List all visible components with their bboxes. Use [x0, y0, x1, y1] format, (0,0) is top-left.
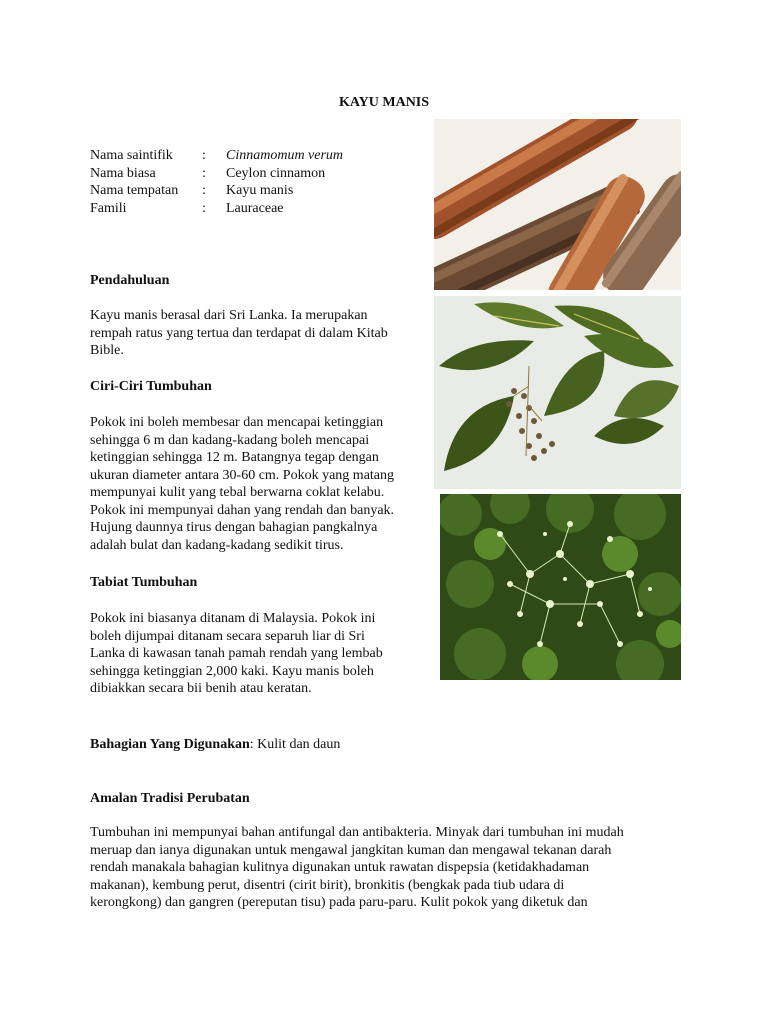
bahagian-line: [90, 736, 340, 754]
text-line: Pokok ini biasanya ditanam di Malaysia. Pokok ini: [90, 611, 376, 626]
info-separator: :: [202, 148, 206, 163]
heading-amalan: Amalan Tradisi Perubatan: [90, 791, 250, 806]
text-line: Kayu manis berasal dari Sri Lanka. Ia merupakan: [90, 308, 368, 323]
text-line: Bible.: [90, 343, 124, 358]
heading-ciri-ciri: Ciri-Ciri Tumbuhan: [90, 379, 212, 394]
text-line: rendah manakala bahagian kulitnya digunakan untuk rawatan dispepsia (ketidakhadaman: [90, 860, 590, 875]
info-value: Cinnamomum verum: [226, 148, 344, 163]
heading-pendahuluan: Pendahuluan: [90, 273, 170, 288]
heading-tabiat: Tabiat Tumbuhan: [90, 575, 198, 590]
cinnamon-leaves-image: [434, 296, 681, 489]
info-table: [90, 147, 343, 217]
info-value: Lauraceae: [226, 200, 284, 216]
document-title: KAYU MANIS: [338, 95, 430, 110]
text-line: ukuran diameter antara 30-60 cm. Pokok yang matang: [90, 467, 395, 483]
paragraph-ciri-ciri: [90, 414, 427, 554]
text-line: boleh dijumpai ditanam secara separuh liar di Sri: [90, 628, 365, 644]
info-row: [90, 165, 343, 183]
info-separator: :: [202, 183, 206, 198]
text-line: Pokok ini boleh membesar dan mencapai ketinggian: [90, 415, 384, 430]
text-line: Pokok ini mempunyai dahan yang rendah dan banyak.: [90, 502, 395, 518]
text-line: Tumbuhan ini mempunyai bahan antifungal dan antibakteria. Minyak dari tumbuhan ini mudah: [90, 825, 624, 840]
bahagian-value: : Kulit dan daun: [249, 737, 341, 752]
info-value: Kayu manis: [226, 183, 294, 198]
text-line: sehingga ketinggian 2,000 kaki. Kayu manis boleh: [90, 663, 374, 679]
info-key: Nama tempatan: [90, 183, 179, 198]
text-line: Hujung daunnya tirus dengan bahagian pangkalnya: [90, 520, 378, 535]
info-key: Nama saintifik: [90, 148, 173, 163]
heading-bahagian: Bahagian Yang Digunakan: [90, 737, 250, 752]
info-row: [90, 147, 343, 165]
text-line: mempunyai kulit yang tebal berwarna coklat kelabu.: [90, 485, 385, 500]
text-line: dibiakkan secara bii benih atau keratan.: [90, 681, 312, 696]
paragraph-amalan: [90, 824, 679, 912]
text-line: kerongkong) dan gangren (pereputan tisu) pada paru-paru. Kulit pokok yang diketuk dan: [90, 895, 588, 910]
text-line: ketinggian sehingga 12 m. Batangnya tegap dengan: [90, 450, 379, 465]
text-line: meruap dan ianya digunakan untuk mengawal jangkitan kuman dan mengawal tekanan darah: [90, 842, 612, 858]
info-separator: :: [202, 200, 206, 216]
text-line: Lanka di kawasan tanah pamah rendah yang lembab: [90, 646, 383, 661]
info-row: [90, 200, 343, 218]
paragraph-pendahuluan: [90, 307, 427, 360]
info-row: [90, 182, 343, 200]
info-separator: :: [202, 165, 206, 181]
text-line: rempah ratus yang tertua dan terdapat di dalam Kitab: [90, 325, 388, 341]
text-line: makanan), kembung perut, disentri (cirit birit), bronkitis (bengkak pada tiub udara di: [90, 877, 565, 893]
text-line: adalah bulat dan kadang-kadang sedikit tirus.: [90, 537, 344, 553]
info-key: Famili: [90, 200, 127, 216]
info-key: Nama biasa: [90, 165, 156, 181]
info-value: Ceylon cinnamon: [226, 165, 326, 181]
text-line: sehingga 6 m dan kadang-kadang boleh mencapai: [90, 432, 370, 448]
cinnamon-tree-image: [440, 494, 681, 680]
cinnamon-bark-image: [434, 119, 681, 290]
paragraph-tabiat: [90, 610, 427, 698]
